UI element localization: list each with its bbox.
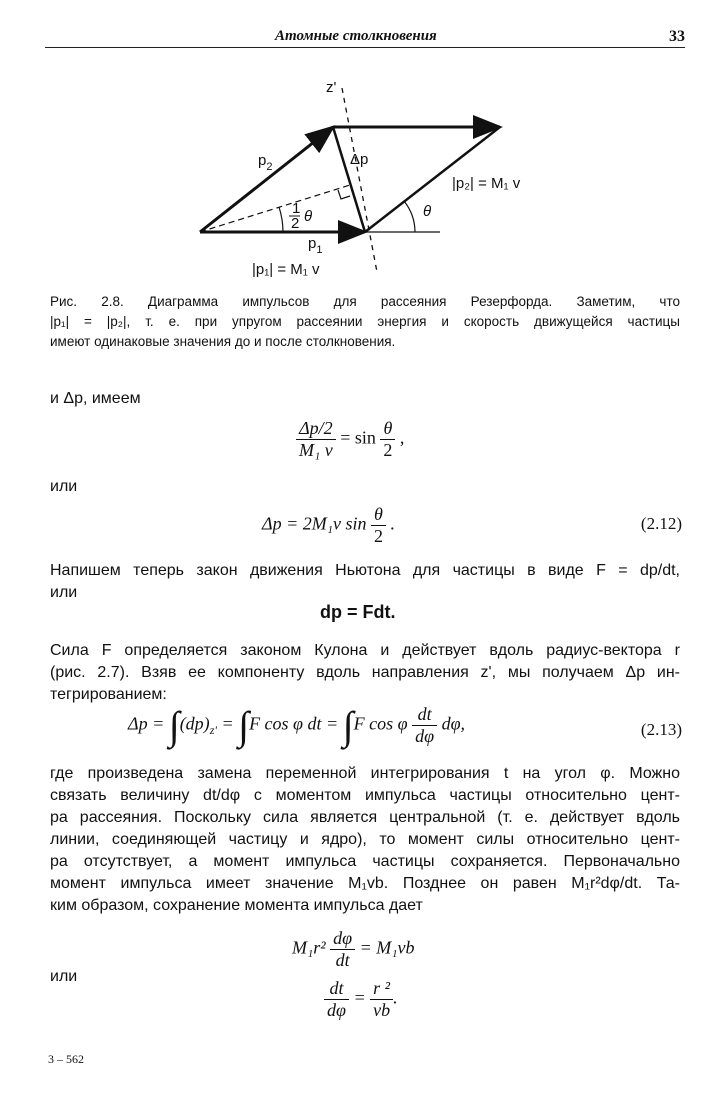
main-line: связать величину dt/dφ с моментом импульса частицы относительно цент- [50,787,680,804]
label-half-theta: θ [304,208,313,225]
newton-text [50,560,680,604]
label-z-axis: z' [326,79,337,96]
eq6-den1: dφ [327,1000,346,1020]
label-p1: $p_1$ [308,235,323,256]
signature-mark: 3 – 562 [48,1052,84,1066]
label-abs-p1: |p₁| = M₁ v [252,261,320,278]
eq4-eq: = [216,713,239,734]
equation-2-12 [262,504,395,547]
eq2-two: 2 [373,526,383,546]
coulomb-text [50,640,680,706]
eq6-num1: dt [324,978,349,1000]
eq4-int1-sub: z' [209,723,217,738]
eq2-lhs: Δp = 2M₁v sin [262,513,371,534]
eq5-den: dt [335,950,350,970]
eq6-den2: vb [373,1000,391,1020]
main-line: момент импульса имеет значение M₁vb. Позднее он равен M₁r²dφ/dt. Та- [50,875,680,892]
caption-line: Рис. 2.8. Диаграмма импульсов для рассеяния Резерфорда. Заметим, что [50,294,680,309]
intro-line: и Δp, имеем [50,390,141,407]
figure-caption [50,292,680,352]
delta-p-vector [333,127,365,232]
eq4-int2: F cos φ dt [249,713,322,734]
eq1-numerator: Δp/2 [296,418,336,440]
momentum-diagram [0,0,728,290]
equation-dt-dphi [324,978,398,1021]
label-p2: $p_2$ [258,152,273,173]
theta-arc [404,201,415,232]
label-theta: θ [423,203,432,220]
header-title: Атомные столкновения [275,28,437,44]
eq1-two: 2 [383,440,393,460]
intro-text [50,388,680,410]
eq1-denominator: M₁ v [299,440,333,460]
integral-sign: ∫ [238,703,250,748]
z-axis-line [342,88,377,272]
eq2-tail: . [385,513,395,534]
ili-line: или [50,968,78,985]
eq4-lhs: Δp = [128,713,169,734]
eq6-mid: = [348,987,371,1008]
equation-angular-momentum [292,928,415,971]
bisector-line [200,185,350,232]
caption-line: |p₁| = |p₂|, т. е. при упругом рассеянии энергия и скорость движущейся частицы [50,314,680,329]
eq4-int1: (dp) [179,713,210,734]
page-number: 33 [669,28,685,45]
eq1-theta: θ [380,418,395,440]
integral-sign: ∫ [168,703,180,748]
eq1-tail: , [395,427,405,448]
right-angle-mark [338,190,350,199]
coulomb-line: Сила F определяется законом Кулона и действует вдоль радиус-вектора r [50,642,680,659]
equation-2-13: $\Delta p = \int(dp)_{z'} = \int F$ cos φ dt = ∫F cos φ $\frac{dt}{d\varphi}$ dφ, [128,703,466,748]
equation-number-2-13: (2.13) [640,720,682,739]
equation-newton: dp = Fdt. [320,602,396,622]
integral-sign: ∫ [342,703,354,748]
equation-number-2-12: (2.12) [640,514,682,533]
eq1-sin: = sin [335,427,381,448]
eq5-num: dφ [330,928,355,950]
eq6-tail: . [393,987,398,1008]
newton-line: или [50,584,78,601]
eq4-frac-num: dt [412,704,437,726]
label-half-den: 2 [291,215,300,232]
eq4-int3b: dφ, [437,713,466,734]
eq5-lhs: M₁r² [292,937,331,958]
coulomb-line: тегрированием: [50,686,167,703]
label-half-num: 1 [292,200,301,217]
eq6-num2: r ² [370,978,393,1000]
eq2-theta: θ [371,504,386,526]
main-line: ра рассеяния. Поскольку сила является центральной (т. е. действует вдоль [50,809,680,826]
coulomb-line: (рис. 2.7). Взяв ее компоненту вдоль направления z', мы получаем Δp ин- [50,664,680,681]
main-line: ким образом, сохранение момента импульса дает [50,897,423,914]
ili-line: или [50,478,78,495]
main-line: линии, соединяющей частицу и ядро), то момент силы относительно цент- [50,831,680,848]
main-line: где произведена замена переменной интегрирования t на угол φ. Можно [50,765,680,782]
label-abs-p2: |p₂| = M₁ v [452,175,521,192]
eq4-frac-den: dφ [415,726,435,746]
main-line: ра отсутствует, а момент импульса частицы сохраняется. Первоначально [50,853,680,870]
equation-1 [296,418,404,461]
caption-line: имеют одинаковые значения до и после столкновения. [50,334,396,349]
half-theta-arc [279,207,283,232]
eq5-rhs: = M₁vb [355,937,415,958]
main-paragraph [50,763,680,917]
newton-line: Напишем теперь закон движения Ньютона для частицы в виде F = dp/dt, [50,562,680,579]
label-delta-p: Δp [350,151,369,168]
p2-vector [200,127,333,232]
eq4-int3a: F cos φ [353,713,413,734]
ili-1 [50,476,680,498]
